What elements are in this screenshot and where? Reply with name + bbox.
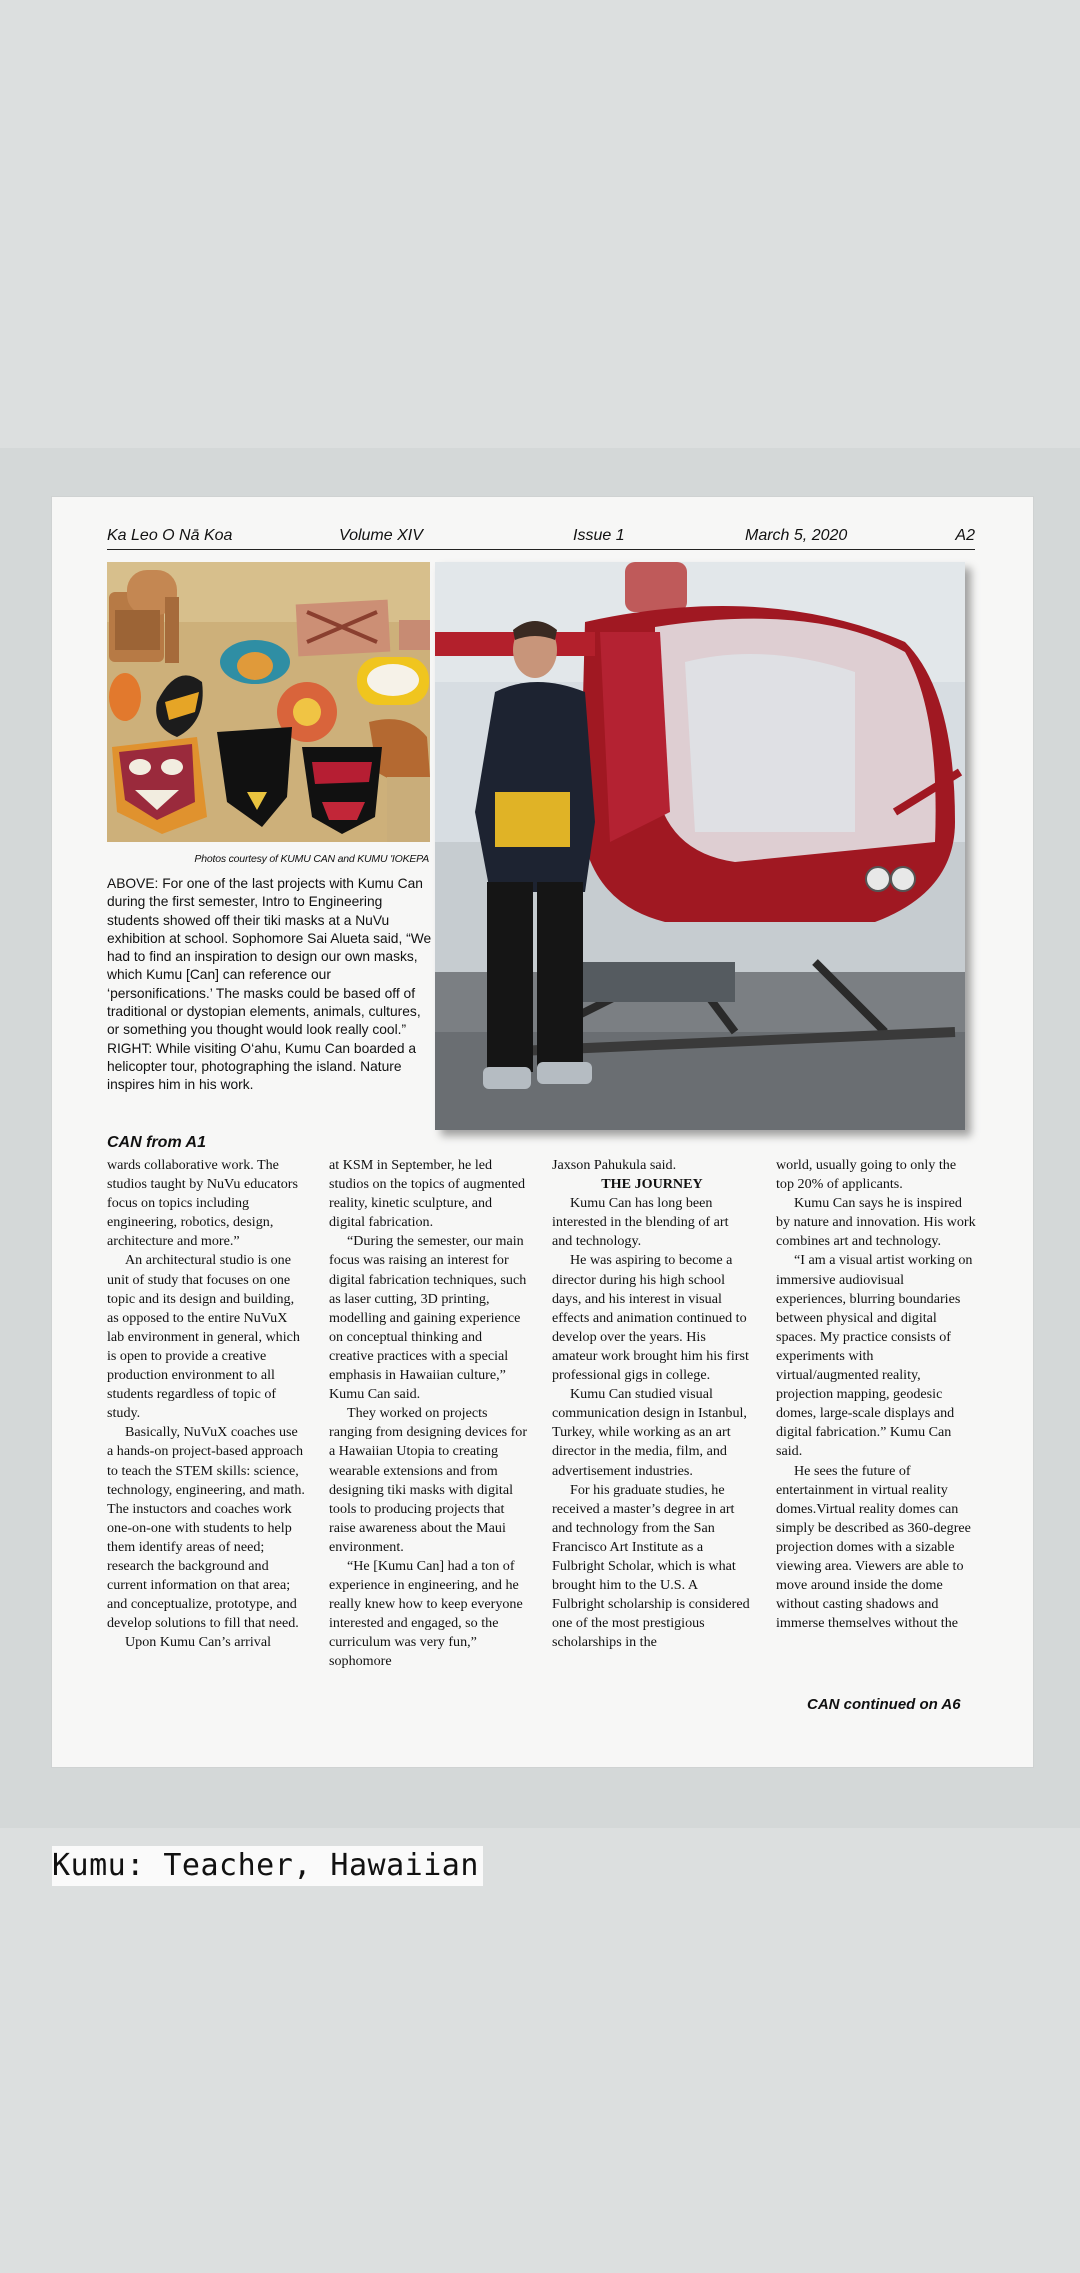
paragraph: For his graduate studies, he received a master’s degree in art and technology from the San Francisco Art Institute as a Fulbright Scholar, which is what brought him to the U.S. A Fulbright scholarship is considered one of the most prestigious scholarships in the xyxy=(552,1481,750,1651)
paragraph: “I am a visual artist working on immersive audiovisual experiences, blurring boundaries between physical and digital spaces. My practice consists of experiments with virtual/augmented reality, projection mapping, geodesic domes, large-scale displays and digital fabrication.” Kumu Can said. xyxy=(776,1252,973,1460)
newspaper-page xyxy=(52,497,1033,1767)
paragraph: wards collaborative work. The studios taught by NuVu educators focus on topics including engineering, robotics, design, architecture and more.” xyxy=(107,1157,298,1250)
story-caption-note: Kumu: Teacher, Hawaiian xyxy=(52,1846,483,1886)
paragraph: Kumu Can has long been interested in the blending of art and technology. xyxy=(552,1195,729,1250)
continued-line: CAN continued on A6 xyxy=(807,1696,961,1713)
paragraph: world, usually going to only the top 20% of applicants. xyxy=(776,1157,957,1193)
paragraph: They worked on projects ranging from designing devices for a Hawaiian Utopia to creating wearable extensions and from designing tiki masks with digital tools to producing projects that raise awareness about the Maui environment. xyxy=(329,1405,528,1555)
paragraph: “He [Kumu Can] had a ton of experience in engineering, and he really knew how to keep everyone interested and engaged, so the curriculum was very fun,” sophomore xyxy=(329,1557,523,1670)
issue-label: Issue 1 xyxy=(573,527,625,544)
paragraph: Basically, NuVuX coaches use a hands-on project-based approach to teach the STEM skills: science, technology, engineering, and math. The instuctors and coaches work one-on-one with students to help them identify areas of need; research the background and current information on that area; and conceptualize, prototype, and develop solutions to fill that need. xyxy=(107,1424,305,1632)
tiki-masks-photo xyxy=(107,562,430,842)
article-column-4 xyxy=(776,1156,976,1633)
date-label: March 5, 2020 xyxy=(745,527,848,544)
volume-label: Volume XIV xyxy=(339,527,423,544)
photo-credit: Photos courtesy of KUMU CAN and KUMU 'IOKEPA xyxy=(194,853,429,865)
jump-headline: CAN from A1 xyxy=(107,1134,206,1151)
paper-name: Ka Leo O Nā Koa xyxy=(107,527,233,544)
paragraph: Kumu Can says he is inspired by nature and innovation. His work combines art and technology. xyxy=(776,1195,976,1250)
paragraph: Upon Kumu Can’s arrival xyxy=(125,1634,272,1651)
article-column-1 xyxy=(107,1156,307,1652)
subheading: THE JOURNEY xyxy=(601,1176,703,1193)
paragraph: An architectural studio is one unit of study that focuses on one topic and its design and building, as opposed to the entire NuVuX lab environment in general, which is open to provide a creative production environment to all students regardless of topic of study. xyxy=(107,1252,300,1422)
mask-sun-icon xyxy=(220,640,290,684)
masthead xyxy=(107,527,975,550)
article-column-3 xyxy=(552,1156,752,1652)
article-column-2 xyxy=(329,1156,529,1672)
helicopter-photo xyxy=(435,562,965,1130)
paragraph: He sees the future of entertainment in virtual reality domes.Virtual reality domes can simply be described as 360-degree projection domes with a sizable viewing area. Viewers are able to move around inside the dome without casting shadows and immerse themselves without the xyxy=(776,1462,971,1632)
paragraph: “During the semester, our main focus was raising an interest for digital fabrication techniques, such as laser cutting, 3D printing, modelling and gaining experience on conceptual thinking and creative practices with a special emphasis in Hawaiian culture,” Kumu Can said. xyxy=(329,1233,527,1403)
paragraph: at KSM in September, he led studios on the topics of augmented reality, kinetic sculpture, and digital fabrication. xyxy=(329,1157,526,1231)
paragraph: Jaxson Pahukula said. xyxy=(552,1157,677,1173)
page-number: A2 xyxy=(955,527,975,544)
photo-caption: ABOVE: For one of the last projects with Kumu Can during the first semester, Intro to Engineering students showed off their tiki masks at a NuVu exhibition at school. Sophomore Sai Alueta said, “We had to find an inspiration to design our own masks, which Kumu [Can] can reference our ‘personifications.’ The masks could be based off of traditional or dystopian elements, animals, cultures, or something you thought would look really cool.” RIGHT: While visiting O‘ahu, Kumu Can boarded a helicopter tour, photographing the island. Nature inspires him in his work. xyxy=(107,876,432,1093)
paragraph: He was aspiring to become a director during his high school days, and his interest in visual effects and animation continued to develop over the years. His amateur work brought him his first professional gigs in college. xyxy=(552,1252,749,1384)
paragraph: Kumu Can studied visual communication design in Istanbul, Turkey, while working as an art director in the media, film, and advertisement industries. xyxy=(552,1386,747,1479)
